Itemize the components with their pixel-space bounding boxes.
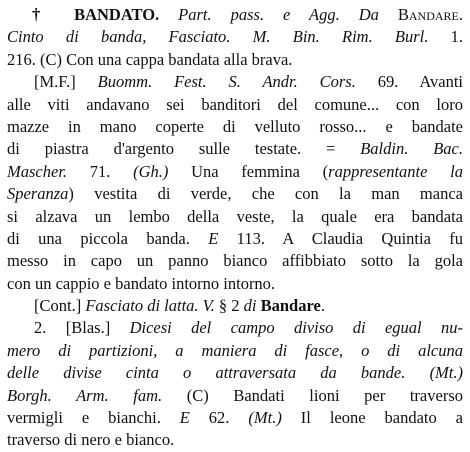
entry-line — [7, 295, 463, 317]
italic-run: Dicesi del campo diviso di egual nu- — [129, 318, 464, 338]
italic-run: Baldin. Bac. — [360, 139, 463, 159]
italic-run: E — [179, 408, 190, 428]
text-run: 69. Avanti — [355, 72, 464, 92]
text-run — [405, 363, 429, 382]
text-run: messo in capo un panno bianco affibbiato sotto la gola — [7, 251, 463, 271]
text-run: ) vestita di verde, che con la man manca — [68, 184, 463, 204]
italic-run: mero di partizioni, a maniera di fasce, o di alcuna — [7, 340, 463, 360]
entry-line — [7, 94, 463, 116]
text-run: 2. [Blas.] — [34, 318, 130, 338]
small-caps-term: Bandare — [397, 5, 459, 24]
entry-line — [7, 161, 463, 183]
entry-line — [7, 26, 463, 48]
italic-run: Cinto di banda, Fasciato. M. Bin. Rim. Burl. — [7, 27, 429, 47]
entry-line — [7, 138, 463, 160]
entry-line — [7, 429, 463, 451]
text-run: si alzava un lembo della veste, la quale era bandata — [7, 206, 463, 226]
bold-term: † BANDATO. — [32, 5, 160, 24]
entry-line — [7, 273, 463, 295]
italic-run: Part. pass. e Agg. Da — [178, 5, 398, 24]
text-run: Una femmina ( — [168, 161, 329, 181]
dictionary-entry-bandato — [7, 4, 463, 452]
text-run: Il leone bandato a — [281, 408, 464, 428]
text-run: [M.F.] — [34, 72, 98, 92]
text-run — [159, 5, 178, 24]
text-run: traverso di nero e bianco. — [7, 430, 175, 450]
text-run: di piastra d'argento sulle testate. = — [7, 139, 361, 159]
bold-term: Bandare — [260, 296, 321, 316]
text-run: 1. — [428, 27, 464, 47]
italic-run: Speranza — [7, 184, 69, 204]
entry-line — [7, 49, 463, 71]
text-run: . — [320, 296, 325, 316]
text-run: (C) Bandati lioni per traverso — [162, 385, 463, 405]
italic-run: Mascher. — [7, 161, 68, 181]
text-run: 71. — [67, 161, 134, 181]
italic-run: Borgh. Arm. fam. — [7, 385, 163, 405]
entry-line — [7, 250, 463, 272]
entry-line — [7, 340, 463, 362]
entry-line — [7, 385, 463, 407]
italic-run: delle divise cinta o attraversata da bande. — [7, 363, 406, 383]
text-run: di una piccola banda. — [7, 228, 209, 248]
entry-line — [7, 206, 463, 228]
text-run: mazze in mano coperte di velluto rosso... e bandate — [7, 116, 463, 136]
text-run: 62. — [189, 408, 249, 428]
entry-line — [7, 71, 463, 93]
text-run: alle viti andavano sei banditori del comune... con loro — [7, 94, 463, 114]
italic-run: Fasciato di latta. V. — [85, 296, 215, 316]
entry-line — [7, 183, 463, 205]
entry-line — [7, 407, 463, 429]
italic-run: rappresentante la — [328, 161, 463, 181]
italic-run: E — [208, 228, 219, 248]
italic-run: (Gh.) — [133, 161, 169, 181]
entry-line — [7, 4, 463, 26]
entry-line — [7, 228, 463, 250]
entry-line — [7, 317, 463, 339]
entry-line — [7, 116, 463, 138]
italic-run: Buomm. Fest. S. Andr. Cors. — [97, 72, 356, 92]
text-run: 113. A Claudia Quintia fu — [218, 228, 463, 248]
text-run: con un cappio e bandato intorno intorno. — [7, 273, 276, 293]
text-run: 216. (C) Con una cappa bandata alla brava. — [7, 49, 293, 69]
text-run: . — [458, 5, 463, 24]
entry-line — [7, 362, 463, 384]
italic-run: (Mt.) — [248, 408, 282, 428]
italic-run: di — [243, 296, 257, 316]
text-run: § 2 — [214, 296, 244, 316]
text-run: vermigli e bianchi. — [7, 408, 180, 428]
text-run: [Cont.] — [34, 296, 86, 316]
italic-run: (Mt.) — [429, 363, 464, 383]
